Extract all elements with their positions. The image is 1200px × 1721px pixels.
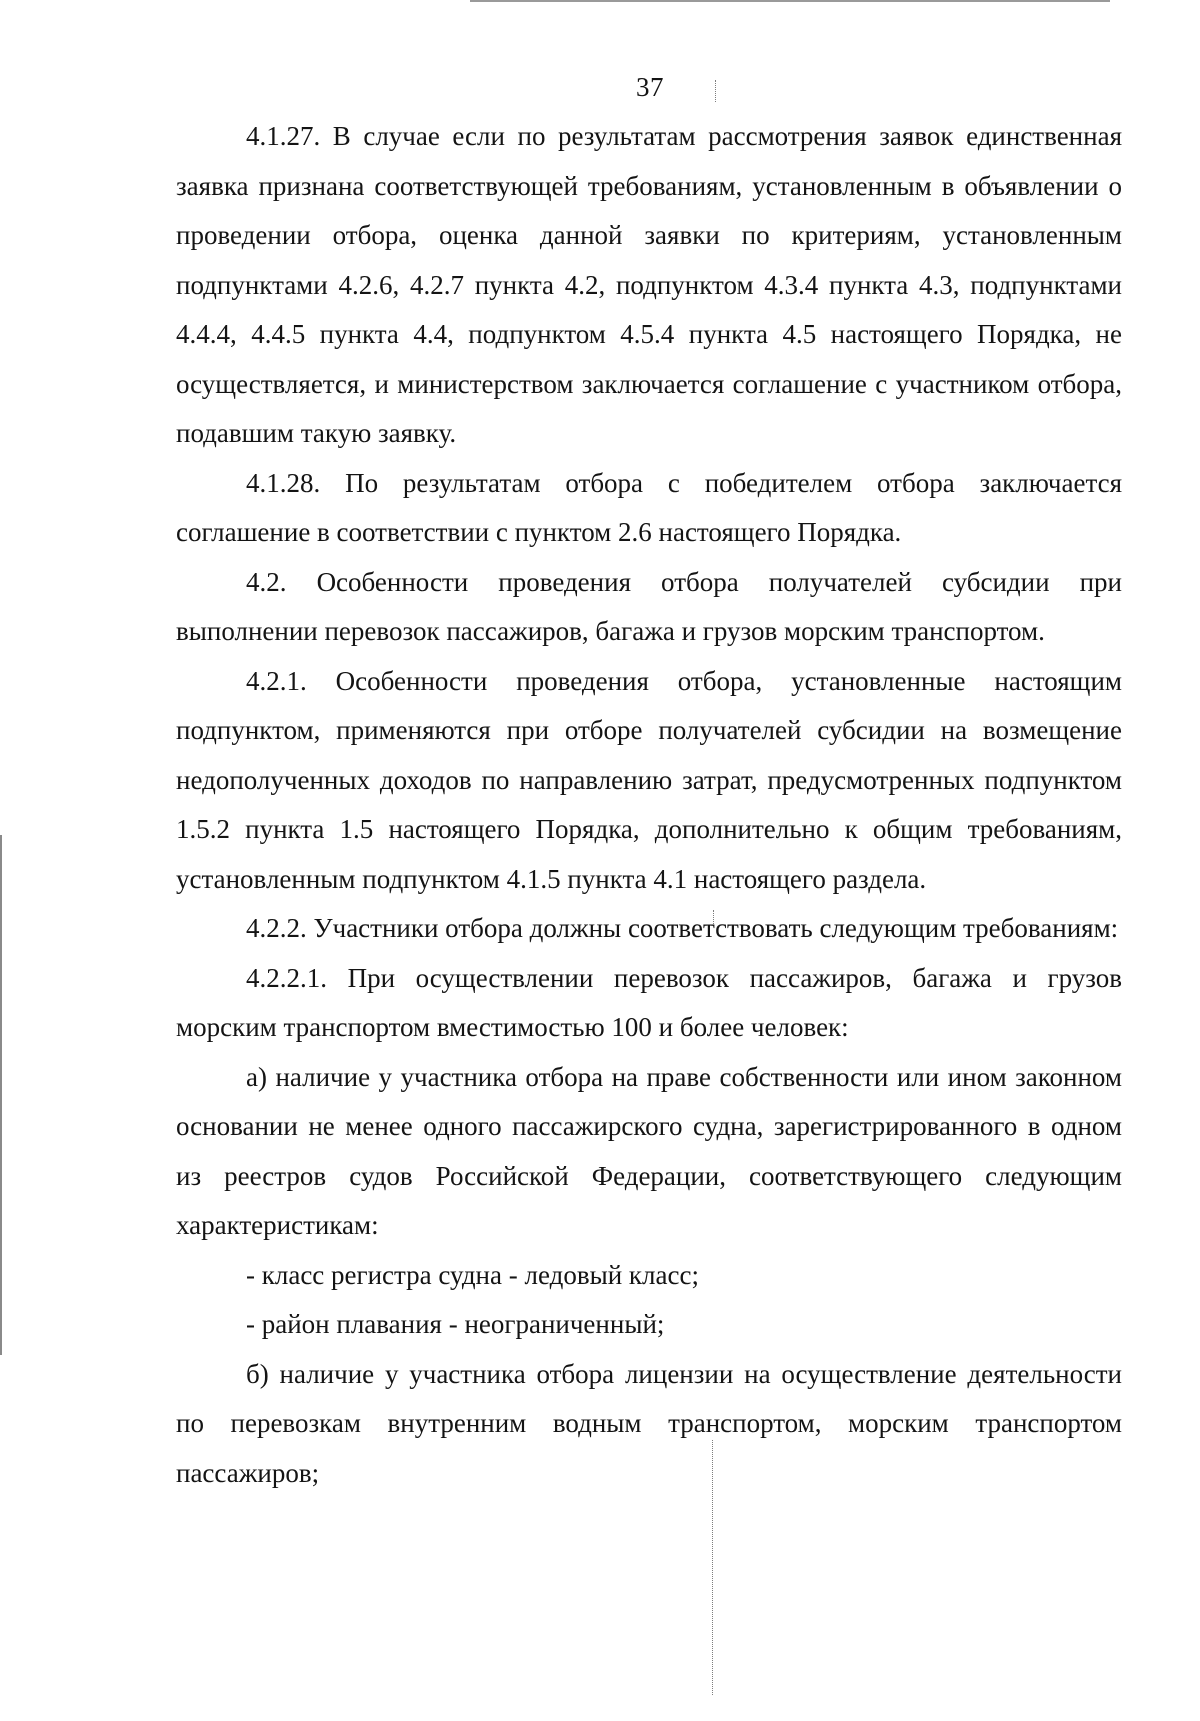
- paragraph-4-2-2-1: 4.2.2.1. При осуществлении перевозок пассажиров, багажа и грузов морским транспортом вместимостью 100 и более человек:: [176, 962, 1122, 1042]
- page-number: 37: [636, 72, 664, 102]
- paragraph-4-1-28: 4.1.28. По результатам отбора с победителем отбора заключается соглашение в соответствии с пунктом 2.6 настоящего Порядка.: [176, 467, 1122, 547]
- paragraph-dash-navigation-area: - район плавания - неограниченный;: [246, 1309, 665, 1339]
- paragraph-4-2: 4.2. Особенности проведения отбора получателей субсидии при выполнении перевозок пассажиров, багажа и грузов морским транспортом.: [176, 566, 1122, 646]
- paragraph-4-1-27: 4.1.27. В случае если по результатам рассмотрения заявок единственная заявка признана соответствующей требованиям, установленным в объявлении о проведении отбора, оценка данной заявки по критериям, установленным подпунктами 4.2.6, 4.2.7 пункта 4.2, подпунктом 4.3.4 пункта 4.3, подпунктами 4.4.4, 4.4.5 пункта 4.4, подпунктом 4.5.4 пункта 4.5 настоящего Порядка, не осуществляется, и министерством заключается соглашение с участником отбора, подавшим такую заявку.: [176, 121, 1122, 448]
- paragraph-4-2-1: 4.2.1. Особенности проведения отбора, установленные настоящим подпунктом, применяются при отборе получателей субсидии на возмещение недополученных доходов по направлению затрат, предусмотренных подпунктом 1.5.2 пункта 1.5 настоящего Порядка, дополнительно к общим требованиям, установленным подпунктом 4.1.5 пункта 4.1 настоящего раздела.: [176, 665, 1122, 894]
- left-scan-edge: [0, 835, 2, 1355]
- document-body: [176, 112, 1122, 1498]
- top-scan-line: [470, 0, 1110, 2]
- paragraph-item-b: б) наличие у участника отбора лицензии на осуществление деятельности по перевозкам внутренним водным транспортом, морским транспортом пассажиров;: [176, 1358, 1122, 1488]
- paragraph-item-a: а) наличие у участника отбора на праве собственности или ином законном основании не менее одного пассажирского судна, зарегистрированного в одном из реестров судов Российской Федерации, соответствующего следующим характеристикам:: [176, 1061, 1122, 1240]
- paragraph-4-2-2: 4.2.2. Участники отбора должны соответствовать следующим требованиям:: [246, 913, 1119, 943]
- paragraph-dash-ice-class: - класс регистра судна - ледовый класс;: [246, 1259, 699, 1290]
